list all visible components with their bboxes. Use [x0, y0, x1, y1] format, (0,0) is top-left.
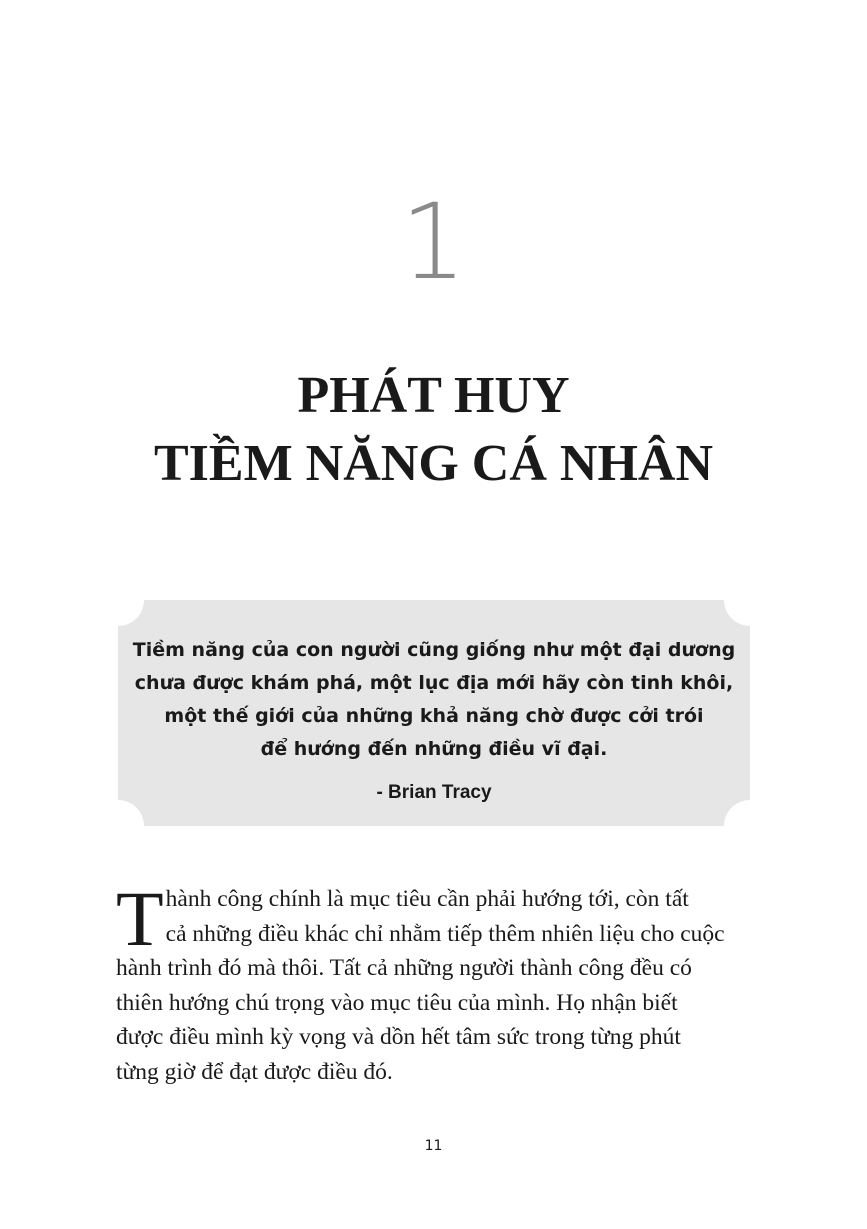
chapter-title-line-2: TIỀM NĂNG CÁ NHÂN: [154, 435, 713, 492]
body-line: thiên hướng chú trọng vào mục tiêu của mình. Họ nhận biết: [116, 989, 678, 1016]
page-number: 11: [424, 1138, 443, 1154]
body-line: hành trình đó mà thôi. Tất cả những người thành công đều có: [116, 955, 692, 981]
body-line: từng giờ để đạt được điều đó.: [116, 1058, 393, 1085]
body-paragraph: [116, 875, 752, 1089]
body-line: hành công chính là mục tiêu cần phải hướng tới, còn tất: [165, 886, 689, 912]
quote-line: chưa được khám phá, một lục địa mới hãy còn tinh khôi,: [134, 672, 734, 694]
chapter-number: 1: [400, 181, 467, 303]
quote-text: [118, 634, 750, 766]
epigraph-quote-box: [118, 600, 750, 826]
chapter-title-line-1: PHÁT HUY: [297, 367, 570, 424]
drop-cap: T: [116, 875, 164, 962]
chapter-title: [0, 362, 867, 498]
body-line: cả những điều khác chỉ nhằm tiếp thêm nhiên liệu cho cuộc: [165, 920, 725, 947]
quote-author: - Brian Tracy: [376, 782, 492, 803]
body-line: được điều mình kỳ vọng và dồn hết tâm sức trong từng phút: [116, 1024, 681, 1050]
quote-line: một thế giới của những khả năng chờ được cởi trói: [164, 705, 704, 727]
quote-line: để hướng đến những điều vĩ đại.: [260, 738, 608, 760]
quote-line: Tiềm năng của con người cũng giống như một đại dương: [132, 639, 736, 661]
